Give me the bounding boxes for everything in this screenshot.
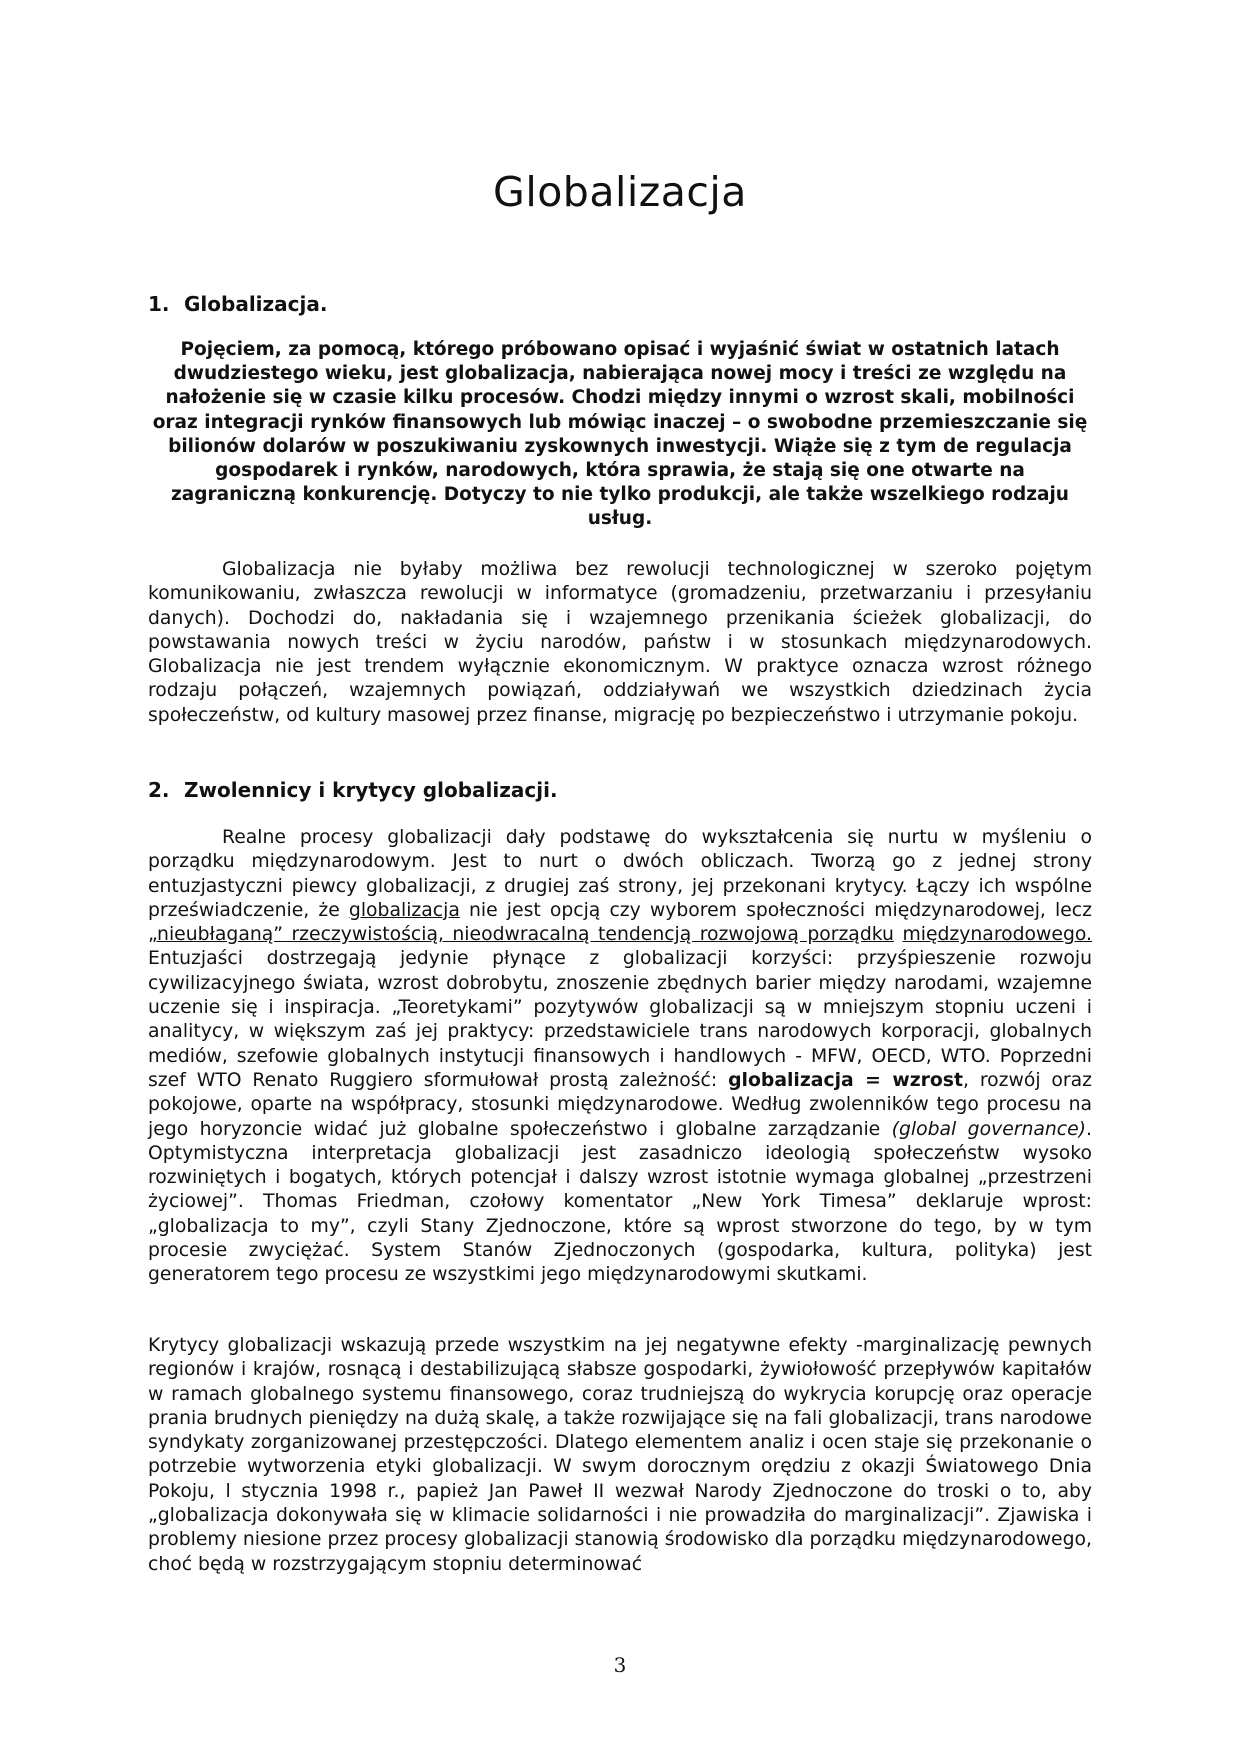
text-run: , rozwój oraz pokojowe, oparte na współpracy, stosunki międzynarodowe. Według zwolenników tego procesu na jego horyzoncie widać już globalne społeczeństwo i globalne zarządzanie — [148, 1069, 1093, 1140]
underlined-phrase-reality: „nieubłaganą” rzeczywistością, nieodwracalną tendencją rozwojową porządku — [148, 924, 894, 946]
text-run: Entuzjaści dostrzegają jedynie płynące z globalizacji korzyści: przyśpieszenie rozwoju cywilizacyjnego świata, wzrost dobrobytu, znoszenie zbędnych barier między narodami, wzajemne uczenie się i inspiracja. „Teoretykami” pozytywów globalizacji są w mniejszym stopniu uczeni i analitycy, w większym zaś jej praktycy: przedstawiciele trans narodowych korporacji, globalnych mediów, szefowie globalnych instytucji finansowych i handlowych - MFW, OECD, WTO. Poprzedni szef WTO Renato Ruggiero sformułował prostą zależność: — [148, 948, 1092, 1091]
page-number: 3 — [613, 1653, 627, 1677]
underlined-word-international: międzynarodowego. — [902, 924, 1092, 946]
text-run: nie jest opcją czy wyborem społeczności międzynarodowej, lecz — [459, 899, 1092, 921]
bold-formula: globalizacja = wzrost — [728, 1069, 963, 1091]
section-2-number: 2. — [148, 778, 170, 802]
section-2-paragraph-1 — [148, 826, 1092, 1288]
page-title: Globalizacja — [493, 168, 747, 216]
section-2-heading — [148, 778, 558, 802]
section-1-lead-paragraph: Pojęciem, za pomocą, którego próbowano opisać i wyjaśnić świat w ostatnich latach dwudziestego wieku, jest globalizacja, nabierająca nowej mocy i treści ze względu na nałożenie się w czasie kilku procesów. Chodzi między innymi o wzrost skali, mobilności oraz integracji rynków finansowych lub mówiąc inaczej – o swobodne przemieszczanie się bilionów dolarów w poszukiwaniu zyskownych inwestycji. Wiąże się z tym de regulacja gospodarek i rynków, narodowych, która sprawia, że stają się one otwarte na zagraniczną konkurencję. Dotyczy to nie tylko produkcji, ale także wszelkiego rodzaju usług. — [152, 339, 1088, 530]
italic-term-global-governance: (global governance) — [891, 1118, 1087, 1140]
section-1-heading — [148, 292, 327, 316]
text-run: . Optymistyczna interpretacja globalizacji jest zasadniczo ideologią społeczeństw wysoko rozwiniętych i bogatych, których potencjał i dalszy wzrost istotnie wymaga globalnej „przestrzeni życiowej”. Thomas Friedman, czołowy komentator „New York Timesa” deklaruje wprost: „globalizacja to my”, czyli Stany Zjednoczone, które są wprost stworzone do tego, by w tym procesie zwyciężać. System Stanów Zjednoczonych (gospodarka, kultura, polityka) jest generatorem tego procesu ze wszystkimi jego międzynarodowymi skutkami. — [148, 1118, 1092, 1286]
section-1-heading-text: Globalizacja. — [184, 292, 328, 316]
section-1-paragraph: Globalizacja nie byłaby możliwa bez rewolucji technologicznej w szeroko pojętym komunikowaniu, zwłaszcza rewolucji w informatyce (gromadzeniu, przetwarzaniu i przesyłaniu danych). Dochodzi do, nakładania się i wzajemnego przenikania ścieżek globalizacji, do powstawania nowych treści w życiu narodów, państw i w stosunkach międzynarodowych. Globalizacja nie jest trendem wyłącznie ekonomicznym. W praktyce oznacza wzrost różnego rodzaju połączeń, wzajemnych powiązań, oddziaływań we wszystkich dziedzinach życia społeczeństw, od kultury masowej przez finanse, migrację po bezpieczeństwo i utrzymanie pokoju. — [148, 559, 1092, 726]
section-2-paragraph-2: Krytycy globalizacji wskazują przede wszystkim na jej negatywne efekty -marginalizację pewnych regionów i krajów, rosnącą i destabilizującą słabsze gospodarki, żywiołowość przepływów kapitałów w ramach globalnego systemu finansowego, coraz trudniejszą do wykrycia korupcję oraz operacje prania brudnych pieniędzy na dużą skalę, a także rozwijające się na fali globalizacji, trans narodowe syndykaty zorganizowanej przestępczości. Dlatego elementem analiz i ocen staje się przekonanie o potrzebie wytworzenia etyki globalizacji. W swym dorocznym orędziu z okazji Światowego Dnia Pokoju, l stycznia 1998 r., papież Jan Paweł II wezwał Narody Zjednoczone do troski o to, aby „globalizacja dokonywała się w klimacie solidarności i nie prowadziła do marginalizacji”. Zjawiska i problemy niesione przez procesy globalizacji stanowią środowisko dla porządku międzynarodowego, choć będą w rozstrzygającym stopniu determinować — [148, 1335, 1092, 1575]
text-run: Realne procesy globalizacji dały podstawę do wykształcenia się nurtu w myśleniu o porządku międzynarodowym. Jest to nurt o dwóch obliczach. Tworzą go z jednej strony entuzjastyczni piewcy globalizacji, z drugiej zaś strony, jej przekonani krytycy. Łączy ich wspólne przeświadczenie, że — [148, 827, 1092, 921]
section-2-heading-text: Zwolennicy i krytycy globalizacji. — [184, 778, 558, 802]
section-1-number: 1. — [148, 292, 170, 316]
underlined-term-globalizacja: globalizacja — [348, 899, 460, 921]
